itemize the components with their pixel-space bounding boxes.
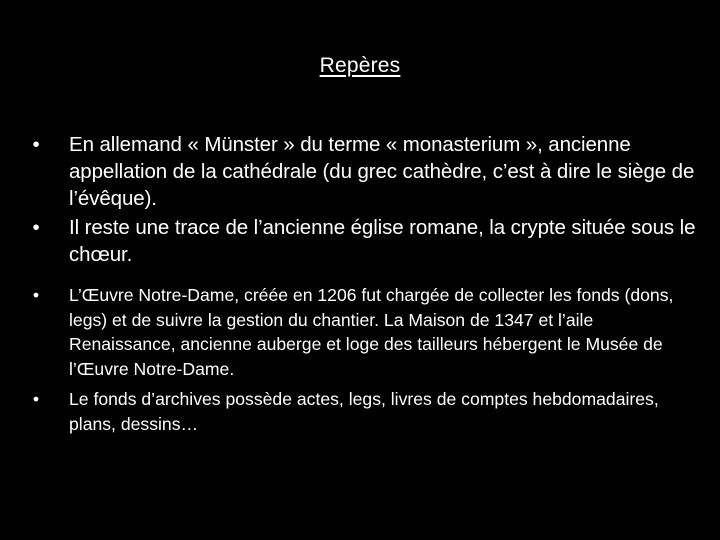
bullet-dot-icon: • xyxy=(32,285,40,305)
bullet-text: Le fonds d’archives possède actes, legs, livres de comptes hebdomadaires, plans, dessins… xyxy=(69,389,659,434)
bullet-dot-icon: • xyxy=(32,389,40,409)
bullet-item xyxy=(28,131,700,212)
bullet-dot-icon: • xyxy=(32,133,40,156)
bullet-list-large xyxy=(28,131,700,270)
bullet-text: En allemand « Münster » du terme « monasterium », ancienne appellation de la cathédrale (du grec cathèdre, c’est à dire le siège de l’évêque). xyxy=(69,133,695,210)
bullet-text: Il reste une trace de l’ancienne église romane, la crypte située sous le chœur. xyxy=(69,216,696,266)
bullet-item xyxy=(28,387,700,436)
bullet-dot-icon: • xyxy=(32,216,40,239)
slide-title-text: Repères xyxy=(319,54,401,77)
bullet-text: L’Œuvre Notre-Dame, créée en 1206 fut chargée de collecter les fonds (dons, legs) et de suivre la gestion du chantier. La Maison de 1347 et l’aile Renaissance, ancienne auberge et loge des tailleurs hébergent le Musée de l’Œuvre Notre-Dame. xyxy=(69,285,674,379)
bullet-list-small xyxy=(28,283,700,442)
bullet-item xyxy=(28,214,700,268)
bullet-item xyxy=(28,283,700,381)
slide-title xyxy=(0,54,720,78)
